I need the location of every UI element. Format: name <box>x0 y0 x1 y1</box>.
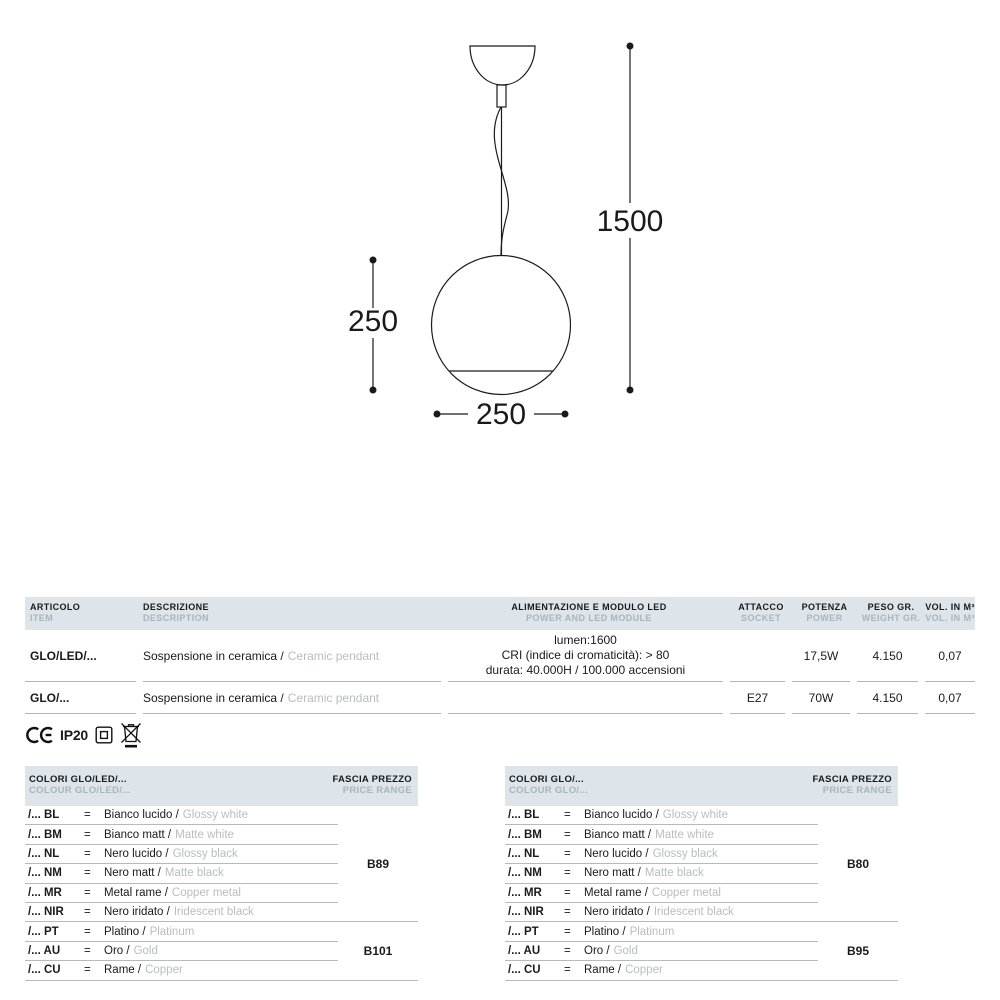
color-code: /... BM <box>28 828 62 841</box>
header-attacco <box>730 602 792 630</box>
color-row <box>505 825 818 844</box>
volume-value: 0,07 <box>925 630 975 682</box>
color-name-en: Copper <box>625 964 663 977</box>
globe-diffuser <box>432 256 571 395</box>
equals-sign: = <box>84 809 91 822</box>
color-code: /... CU <box>508 964 541 977</box>
color-code: /... MR <box>28 886 62 899</box>
equals-sign: = <box>84 944 91 957</box>
color-name-it: Bianco lucido / <box>104 809 179 822</box>
price-title-it: FASCIA PREZZO <box>332 774 412 785</box>
header-label-it: DESCRIZIONE <box>143 602 209 612</box>
spec-table-header <box>25 597 975 630</box>
dim-dot <box>627 43 634 50</box>
price-title-en: PRICE RANGE <box>342 785 412 796</box>
dim-dot <box>434 411 441 418</box>
color-name-en: Iridescent black <box>653 906 734 919</box>
color-name-it: Bianco matt / <box>104 828 172 841</box>
header-descrizione <box>143 602 448 630</box>
header-label-en: DESCRIPTION <box>143 613 209 623</box>
color-row <box>505 942 818 961</box>
equals-sign: = <box>564 809 571 822</box>
header-label-it: ALIMENTAZIONE E MODULO LED <box>511 602 667 612</box>
header-label-it: VOL. IN M³ <box>925 602 975 612</box>
color-row <box>25 961 338 980</box>
header-label-en: SOCKET <box>741 613 781 623</box>
header-label-it: POTENZA <box>801 602 848 612</box>
price-range-header <box>332 774 412 806</box>
color-rows <box>25 806 338 981</box>
color-code: /... NM <box>508 867 542 880</box>
equals-sign: = <box>564 906 571 919</box>
color-code: /... NIR <box>508 906 544 919</box>
item-description <box>143 682 441 714</box>
ip-rating-label: IP20 <box>60 727 88 743</box>
color-code: /... PT <box>508 925 539 938</box>
color-row <box>25 864 338 883</box>
price-column <box>818 806 898 981</box>
equals-sign: = <box>84 847 91 860</box>
price-badge: B95 <box>818 922 898 980</box>
color-name-en: Copper metal <box>651 886 721 899</box>
pendant-lamp-drawing <box>0 0 1000 460</box>
color-row <box>25 922 338 941</box>
dim-dot <box>370 257 377 264</box>
table-row <box>25 682 975 714</box>
color-code: /... NL <box>28 847 60 860</box>
color-name-en: Glossy white <box>662 809 728 822</box>
color-name-en: Matte white <box>175 828 234 841</box>
color-name-en: Platinum <box>629 925 675 938</box>
color-name-it: Bianco lucido / <box>584 809 659 822</box>
color-name-en: Matte black <box>644 867 704 880</box>
color-row <box>25 825 338 844</box>
description-en: Ceramic pendant <box>287 648 380 663</box>
price-range-header <box>812 774 892 806</box>
led-module-info <box>448 630 723 682</box>
color-row <box>25 845 338 864</box>
color-code: /... MR <box>508 886 542 899</box>
color-code: /... BM <box>508 828 542 841</box>
led-cri: CRI (indice di cromaticità): > 80 <box>501 648 670 662</box>
color-table-glo-led <box>25 766 418 981</box>
price-title-it: FASCIA PREZZO <box>812 774 892 785</box>
color-table-body <box>505 806 898 981</box>
color-name-it: Nero iridato / <box>584 906 650 919</box>
led-duration: durata: 40.000H / 100.000 accensioni <box>485 663 686 677</box>
header-potenza <box>792 602 857 630</box>
color-name-it: Rame / <box>104 964 142 977</box>
color-row <box>25 806 338 825</box>
dim-label-sphere-height: 250 <box>347 305 399 338</box>
price-column <box>338 806 418 981</box>
color-code: /... BL <box>508 809 540 822</box>
header-label-en: VOL. IN M³ <box>925 613 975 623</box>
socket-value: E27 <box>730 682 785 714</box>
power-value: 17,5W <box>792 630 850 682</box>
color-table-title <box>29 774 131 806</box>
color-row <box>25 903 338 922</box>
color-name-en: Iridescent black <box>173 906 254 919</box>
header-volume <box>925 602 975 630</box>
color-name-en: Gold <box>613 944 638 957</box>
price-badge: B80 <box>818 806 898 922</box>
color-name-it: Rame / <box>584 964 622 977</box>
color-code: /... BL <box>28 809 60 822</box>
title-it: COLORI GLO/LED/... <box>29 774 127 785</box>
color-name-it: Nero matt / <box>104 867 161 880</box>
weight-value: 4.150 <box>857 682 918 714</box>
header-label-en: POWER <box>806 613 843 623</box>
color-name-it: Platino / <box>104 925 146 938</box>
header-label-it: ARTICOLO <box>30 602 81 612</box>
color-name-it: Metal rame / <box>584 886 648 899</box>
equals-sign: = <box>84 828 91 841</box>
description-it: Sospensione in ceramica / <box>143 648 284 663</box>
color-table-glo <box>505 766 898 981</box>
color-name-en: Matte black <box>164 867 224 880</box>
equals-sign: = <box>564 964 571 977</box>
dim-dot <box>562 411 569 418</box>
item-code: GLO/LED/... <box>25 630 136 682</box>
dim-dot <box>627 387 634 394</box>
color-code: /... AU <box>508 944 541 957</box>
dim-label-sphere-diameter: 250 <box>475 398 527 431</box>
title-en: COLOUR GLO/... <box>509 785 589 796</box>
color-rows <box>505 806 818 981</box>
color-name-it: Platino / <box>584 925 626 938</box>
equals-sign: = <box>84 886 91 899</box>
price-badge: B89 <box>338 806 418 922</box>
color-row <box>505 845 818 864</box>
weee-crossed-bin-icon <box>120 722 142 749</box>
equals-sign: = <box>564 847 571 860</box>
color-name-en: Glossy white <box>182 809 248 822</box>
color-name-it: Nero matt / <box>584 867 641 880</box>
color-row <box>505 864 818 883</box>
class2-insulation-icon <box>95 726 113 744</box>
color-code: /... NIR <box>28 906 64 919</box>
table-row <box>25 630 975 682</box>
color-code: /... AU <box>28 944 61 957</box>
header-label-en: ITEM <box>30 613 54 623</box>
item-code: GLO/... <box>25 682 136 714</box>
ce-mark-icon <box>25 726 53 744</box>
equals-sign: = <box>84 867 91 880</box>
equals-sign: = <box>564 944 571 957</box>
color-code: /... NL <box>508 847 540 860</box>
color-table-header <box>25 766 418 806</box>
spec-table <box>25 597 975 714</box>
header-alimentazione <box>448 602 730 630</box>
socket-value <box>730 630 785 682</box>
equals-sign: = <box>564 828 571 841</box>
price-title-en: PRICE RANGE <box>822 785 892 796</box>
color-code: /... CU <box>28 964 61 977</box>
color-code: /... PT <box>28 925 59 938</box>
cable-connector <box>497 85 506 107</box>
description-it: Sospensione in ceramica / <box>143 690 284 705</box>
color-row <box>505 884 818 903</box>
color-row <box>25 942 338 961</box>
color-name-it: Nero iridato / <box>104 906 170 919</box>
color-name-en: Glossy black <box>172 847 238 860</box>
color-name-en: Copper <box>145 964 183 977</box>
color-table-header <box>505 766 898 806</box>
description-en: Ceramic pendant <box>287 690 380 705</box>
certification-icons <box>25 722 142 748</box>
dim-label-total-height: 1500 <box>596 205 664 238</box>
color-row <box>505 903 818 922</box>
color-name-en: Gold <box>133 944 158 957</box>
color-row <box>505 961 818 980</box>
header-label-it: ATTACCO <box>738 602 784 612</box>
color-row <box>25 884 338 903</box>
volume-value: 0,07 <box>925 682 975 714</box>
equals-sign: = <box>84 964 91 977</box>
item-description <box>143 630 441 682</box>
equals-sign: = <box>84 906 91 919</box>
color-name-it: Bianco matt / <box>584 828 652 841</box>
color-code: /... NM <box>28 867 62 880</box>
color-row <box>505 806 818 825</box>
color-table-body <box>25 806 418 981</box>
color-row <box>505 922 818 941</box>
color-name-en: Matte white <box>655 828 714 841</box>
color-name-it: Nero lucido / <box>584 847 649 860</box>
equals-sign: = <box>564 886 571 899</box>
title-en: COLOUR GLO/LED/... <box>29 785 131 796</box>
color-name-en: Platinum <box>149 925 195 938</box>
color-name-it: Nero lucido / <box>104 847 169 860</box>
weight-value: 4.150 <box>857 630 918 682</box>
led-lumen: lumen:1600 <box>554 633 617 647</box>
header-label-it: PESO GR. <box>867 602 915 612</box>
color-name-en: Copper metal <box>171 886 241 899</box>
canopy-outline <box>470 46 535 85</box>
equals-sign: = <box>564 867 571 880</box>
title-it: COLORI GLO/... <box>509 774 584 785</box>
equals-sign: = <box>84 925 91 938</box>
equals-sign: = <box>564 925 571 938</box>
led-module-info <box>448 682 723 714</box>
header-peso <box>857 602 925 630</box>
color-table-title <box>509 774 588 806</box>
power-value: 70W <box>792 682 850 714</box>
header-label-en: WEIGHT GR. <box>861 613 921 623</box>
dim-dot <box>370 387 377 394</box>
color-name-it: Metal rame / <box>104 886 168 899</box>
color-name-it: Oro / <box>584 944 610 957</box>
color-name-it: Oro / <box>104 944 130 957</box>
color-name-en: Glossy black <box>652 847 718 860</box>
header-articolo <box>25 602 143 630</box>
header-label-en: POWER AND LED MODULE <box>526 613 652 623</box>
price-badge: B101 <box>338 922 418 980</box>
